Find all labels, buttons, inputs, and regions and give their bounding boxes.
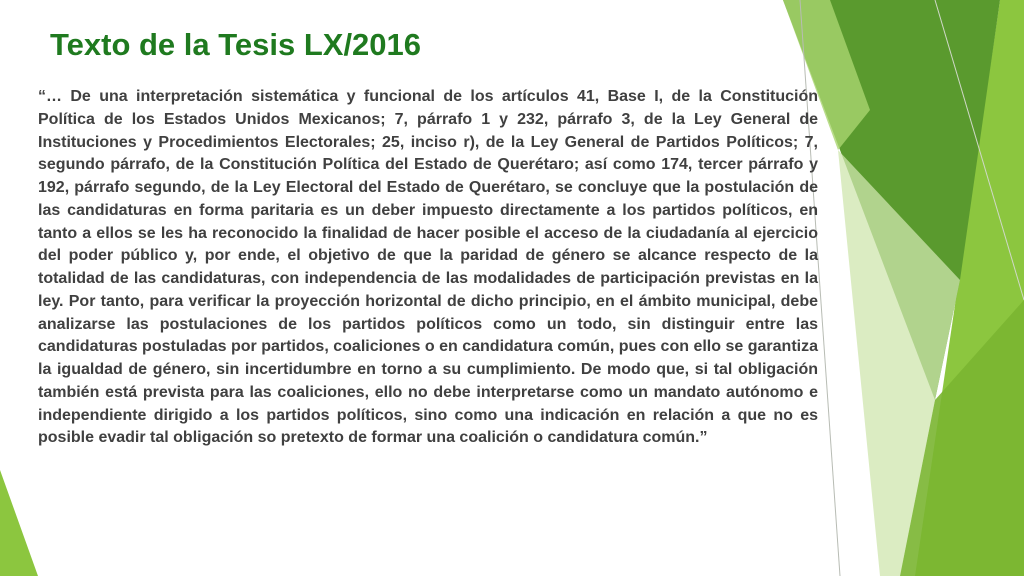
slide-title: Texto de la Tesis LX/2016 [50,27,422,62]
facet-bottom-left [0,470,38,576]
thesis-quote-text: “… De una interpretación sistemática y funcional de los artículos 41, Base I, de la Constitución Política de los Estados Unidos Mexicanos; 7, párrafo 1 y 232, párrafo 3, de la Ley General de Instituciones y Procedimientos Electorales; 25, inciso r), de la Ley General de Partidos Políticos; 7, segundo párrafo, de la Constitución Política del Estado de Querétaro; así como 174, tercer párrafo y 192, párrafo segundo, de la Ley Electoral del Estado de Querétaro, se concluye que la postulación de las candidaturas en forma paritaria es un deber impuesto directamente a los partidos políticos, en tanto a ellos se les ha reconocido la finalidad de hacer posible el acceso de la ciudadanía al ejercicio del poder público y, por ende, el objetivo de que la paridad de género se alcance respecto de la totalidad de las candidaturas, con independencia de las modalidades de participación previstas en la ley. Por tanto, para verificar la proyección horizontal de dicho principio, en el ámbito municipal, debe analizarse las postulaciones de los partidos políticos como un todo, sin distinguir entre las candidaturas postuladas por partidos, coaliciones o en candidatura común, pues con ello se garantiza la igualdad de género, sin incertidumbre en torno a su cumplimiento. De modo que, si tal obligación también está prevista para las coaliciones, ello no debe interpretarse como un mandato autónomo e independiente dirigido a los partidos políticos, sino como una indicación en relación a que no es posible evadir tal obligación so pretexto de formar una coalición o candidatura común.” [38,88,818,447]
